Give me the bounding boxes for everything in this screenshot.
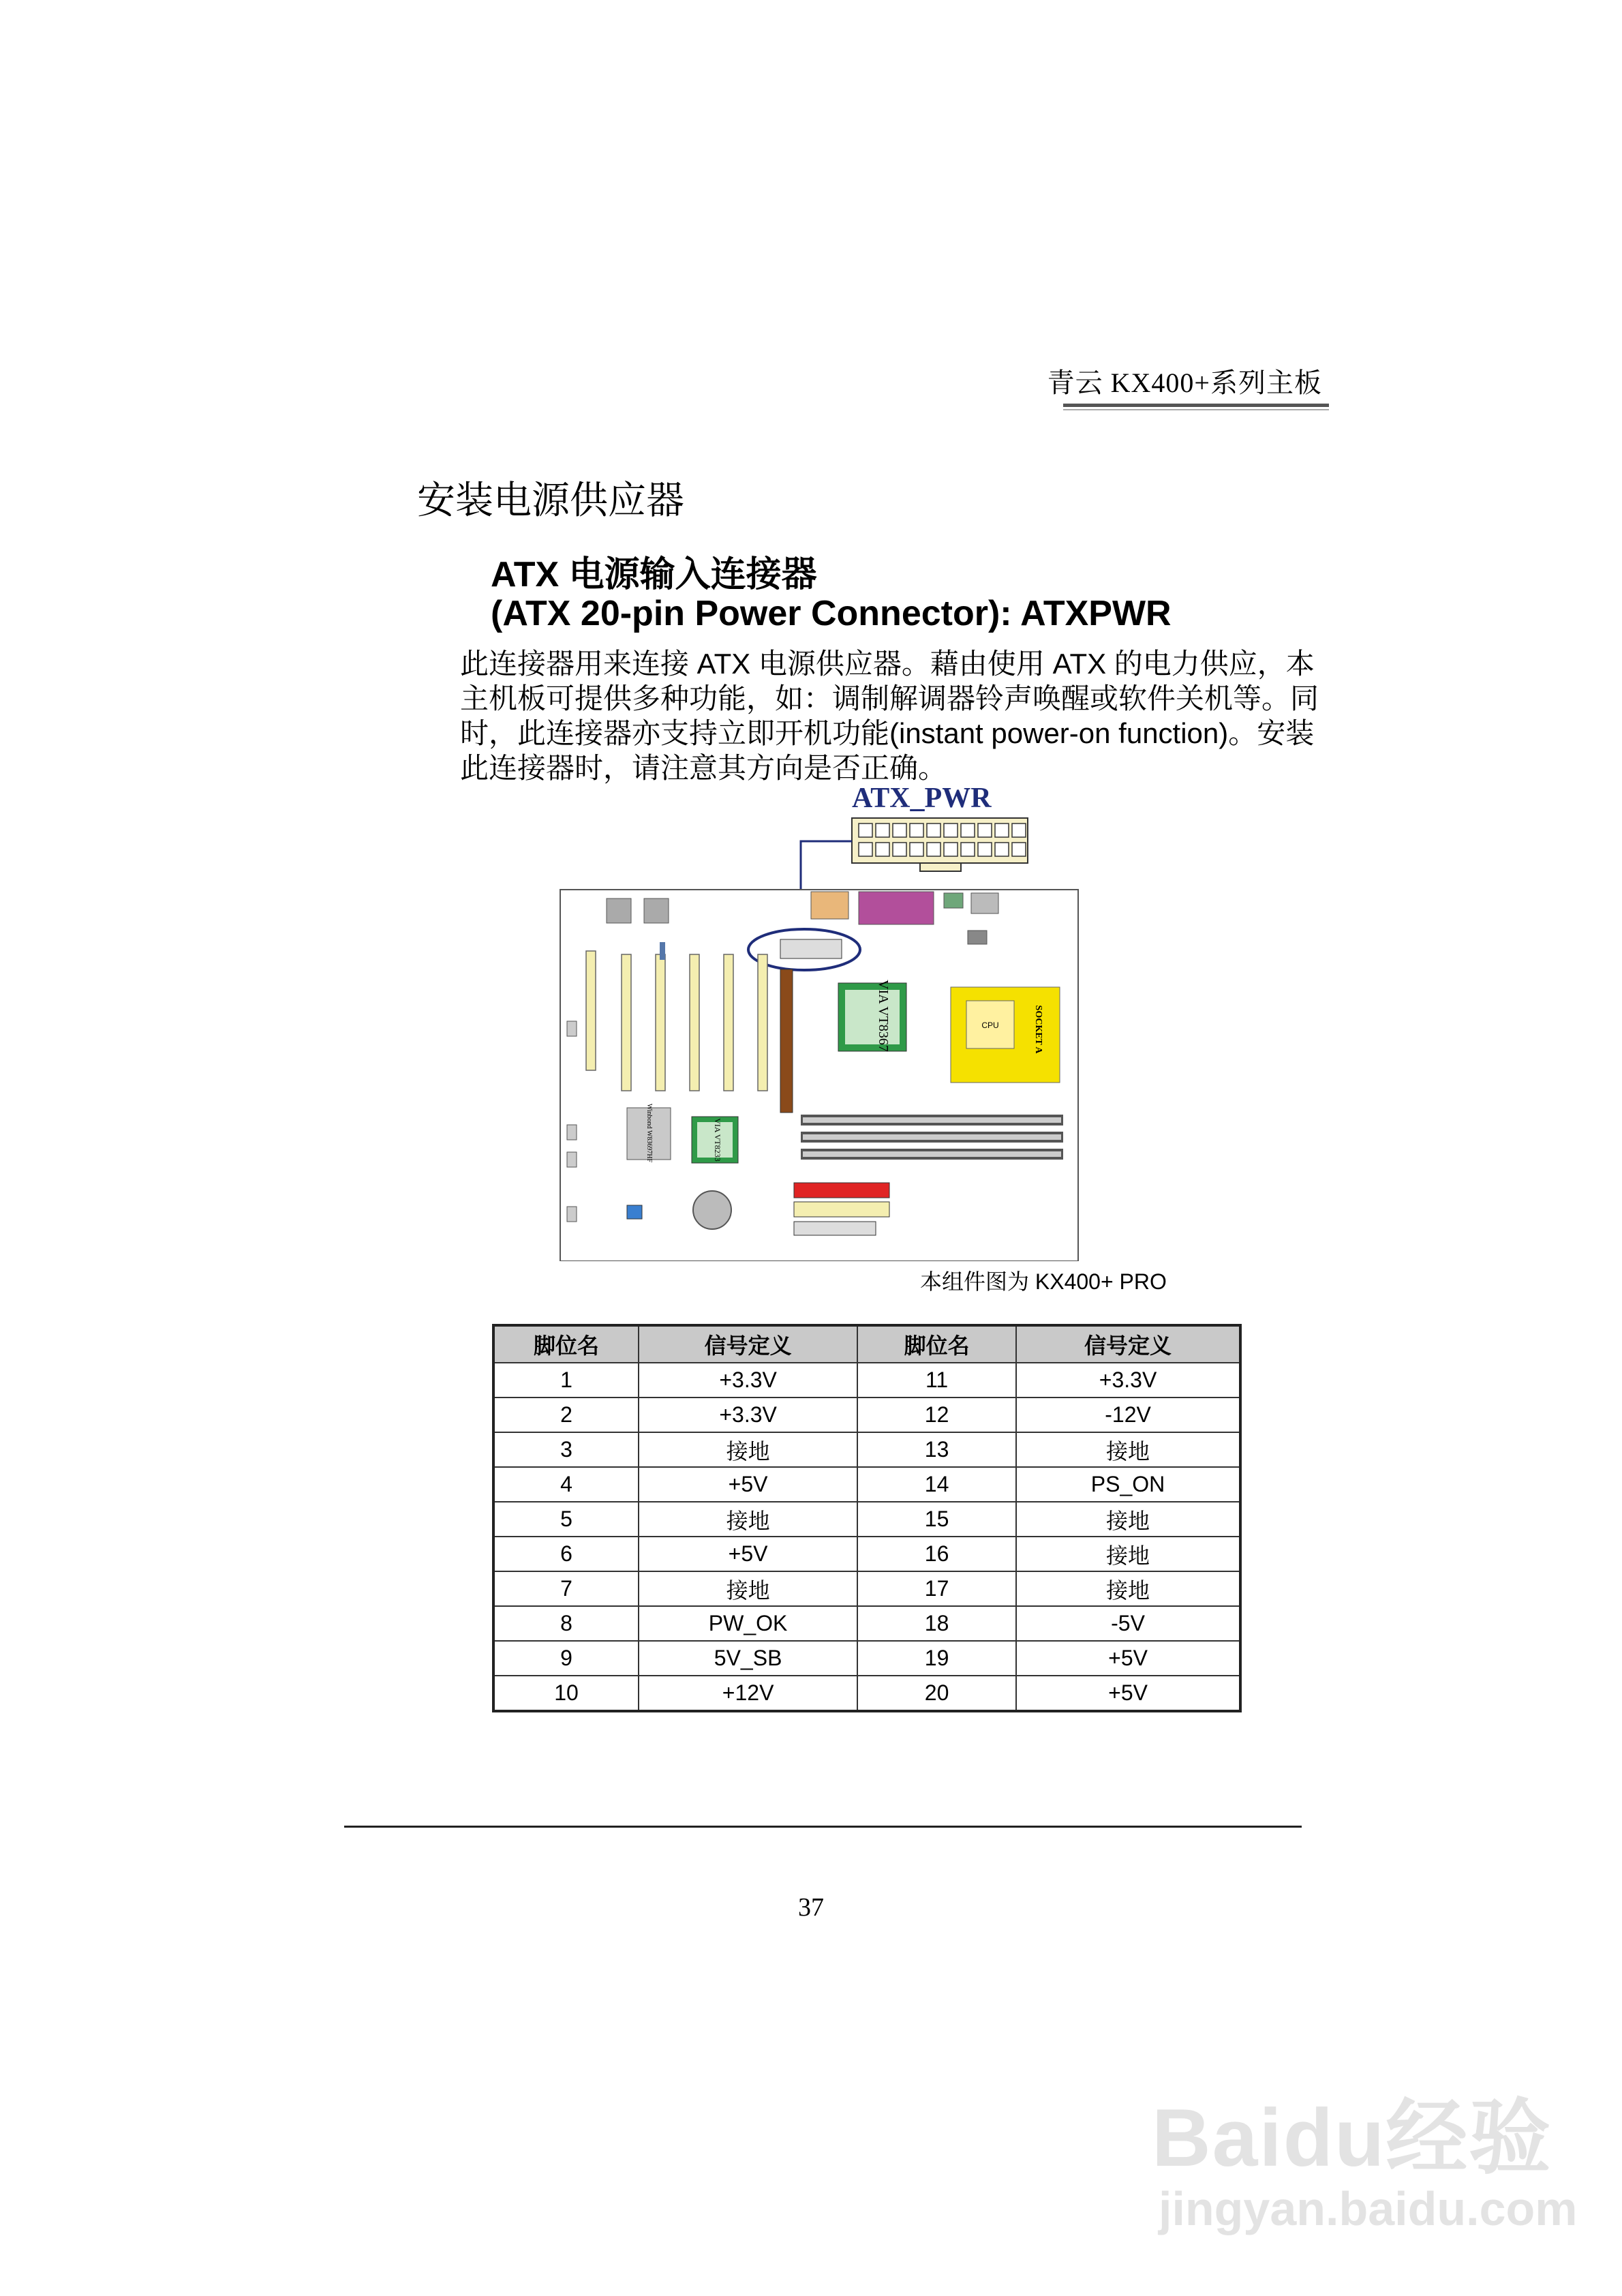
figure-caption: 本组件图为 KX400+ PRO bbox=[920, 1269, 1167, 1294]
column-header: 信号定义 bbox=[1016, 1325, 1240, 1363]
table-cell: 接地 bbox=[639, 1432, 857, 1467]
table-cell: 8 bbox=[493, 1606, 639, 1641]
table-cell: +5V bbox=[639, 1537, 857, 1571]
table-cell: 20 bbox=[857, 1676, 1016, 1711]
watermark-site: jingyan.baidu.com bbox=[1159, 2182, 1578, 2235]
table-row bbox=[493, 1398, 1240, 1432]
lan-port bbox=[968, 931, 987, 944]
table-cell: 10 bbox=[493, 1676, 639, 1711]
table-cell: PS_ON bbox=[1016, 1467, 1240, 1502]
column-header: 脚位名 bbox=[493, 1325, 639, 1363]
usb-port bbox=[971, 893, 998, 913]
table-cell: 接地 bbox=[639, 1571, 857, 1606]
svg-text:VIA VT8367: VIA VT8367 bbox=[876, 980, 891, 1052]
table-cell: 13 bbox=[857, 1432, 1016, 1467]
table-header-row bbox=[493, 1325, 1240, 1363]
footer-rule bbox=[344, 1826, 1302, 1828]
table-row bbox=[493, 1641, 1240, 1676]
svg-text:Winbond W83697HF: Winbond W83697HF bbox=[645, 1103, 653, 1163]
table-cell: 16 bbox=[857, 1537, 1016, 1571]
subsection-title-line1: ATX 电源输入连接器 bbox=[491, 555, 817, 594]
table-cell: 7 bbox=[493, 1571, 639, 1606]
dip-switch bbox=[627, 1205, 642, 1219]
table-cell: 4 bbox=[493, 1467, 639, 1502]
serial-port bbox=[811, 892, 848, 919]
table-cell: +5V bbox=[1016, 1676, 1240, 1711]
paragraph-line: 此连接器时，请注意其方向是否正确。 bbox=[460, 752, 947, 784]
svg-text:SOCKET A: SOCKET A bbox=[1033, 1005, 1043, 1054]
description-paragraph bbox=[460, 646, 1326, 785]
table-row bbox=[493, 1432, 1240, 1467]
table-cell: 19 bbox=[857, 1641, 1016, 1676]
table-cell: 5V_SB bbox=[639, 1641, 857, 1676]
table-cell: -5V bbox=[1016, 1606, 1240, 1641]
header-rule-shadow bbox=[1063, 409, 1329, 410]
column-header: 脚位名 bbox=[857, 1325, 1016, 1363]
ide1-connector bbox=[794, 1183, 889, 1198]
paragraph-line: 主机板可提供多种功能，如：调制解调器铃声唤醒或软件关机等。同 bbox=[460, 682, 1319, 714]
atx-connector-enlarged bbox=[852, 818, 1028, 871]
table-cell: 接地 bbox=[1016, 1537, 1240, 1571]
ide2-connector bbox=[794, 1202, 889, 1217]
table-cell: 12 bbox=[857, 1398, 1016, 1432]
table-cell: +12V bbox=[639, 1676, 857, 1711]
table-cell: 9 bbox=[493, 1641, 639, 1676]
table-cell: 14 bbox=[857, 1467, 1016, 1502]
table-cell: 6 bbox=[493, 1537, 639, 1571]
column-header: 信号定义 bbox=[639, 1325, 857, 1363]
io-chip bbox=[627, 1104, 671, 1163]
table-cell: 2 bbox=[493, 1398, 639, 1432]
table-cell: +3.3V bbox=[639, 1363, 857, 1398]
svg-text:CPU: CPU bbox=[981, 1021, 999, 1030]
pin-definition-table bbox=[492, 1324, 1242, 1712]
table-row bbox=[493, 1571, 1240, 1606]
table-cell: 接地 bbox=[639, 1502, 857, 1537]
table-cell: 3 bbox=[493, 1432, 639, 1467]
dimm-slots bbox=[801, 1115, 1063, 1160]
watermark-logo: Baidu经验 bbox=[1152, 2092, 1552, 2184]
table-row bbox=[493, 1537, 1240, 1571]
southbridge-chip bbox=[692, 1117, 738, 1163]
audio-port bbox=[944, 893, 963, 908]
table-cell: +3.3V bbox=[639, 1398, 857, 1432]
table-cell: +3.3V bbox=[1016, 1363, 1240, 1398]
agp-slot bbox=[780, 969, 793, 1113]
northbridge-chip bbox=[838, 980, 906, 1052]
subsection-title-line2: (ATX 20-pin Power Connector): ATXPWR bbox=[491, 594, 1172, 633]
cmos-battery bbox=[693, 1191, 731, 1229]
table-cell: +5V bbox=[639, 1467, 857, 1502]
table-row bbox=[493, 1502, 1240, 1537]
running-header: 青云 KX400+系列主板 bbox=[1047, 367, 1322, 398]
table-cell: PW_OK bbox=[639, 1606, 857, 1641]
table-cell: 18 bbox=[857, 1606, 1016, 1641]
parallel-port bbox=[859, 892, 934, 924]
section-title: 安装电源供应器 bbox=[417, 480, 684, 522]
table-row bbox=[493, 1606, 1240, 1641]
table-cell: 15 bbox=[857, 1502, 1016, 1537]
motherboard-layout-diagram bbox=[559, 784, 1090, 1261]
atx-header-on-board bbox=[780, 939, 842, 958]
paragraph-line: 此连接器用来连接 ATX 电源供应器。藉由使用 ATX 的电力供应，本 bbox=[460, 648, 1315, 680]
table-row bbox=[493, 1467, 1240, 1502]
cpu-socket bbox=[951, 987, 1060, 1083]
table-cell: 11 bbox=[857, 1363, 1016, 1398]
paragraph-line: 时，此连接器亦支持立即开机功能(instant power-on function)。安装 bbox=[460, 717, 1315, 749]
svg-text:VIA VT8233: VIA VT8233 bbox=[713, 1118, 722, 1162]
header-rule bbox=[1063, 404, 1329, 407]
table-row bbox=[493, 1676, 1240, 1711]
table-cell: 接地 bbox=[1016, 1571, 1240, 1606]
fdd-connector bbox=[794, 1222, 876, 1235]
table-cell: 17 bbox=[857, 1571, 1016, 1606]
table-row bbox=[493, 1363, 1240, 1398]
table-cell: 5 bbox=[493, 1502, 639, 1537]
page-number: 37 bbox=[798, 1893, 824, 1922]
table-cell: 1 bbox=[493, 1363, 639, 1398]
table-cell: 接地 bbox=[1016, 1502, 1240, 1537]
table-cell: 接地 bbox=[1016, 1432, 1240, 1467]
atx-pwr-label: ATX_PWR bbox=[852, 784, 992, 814]
table-cell: -12V bbox=[1016, 1398, 1240, 1432]
table-cell: +5V bbox=[1016, 1641, 1240, 1676]
